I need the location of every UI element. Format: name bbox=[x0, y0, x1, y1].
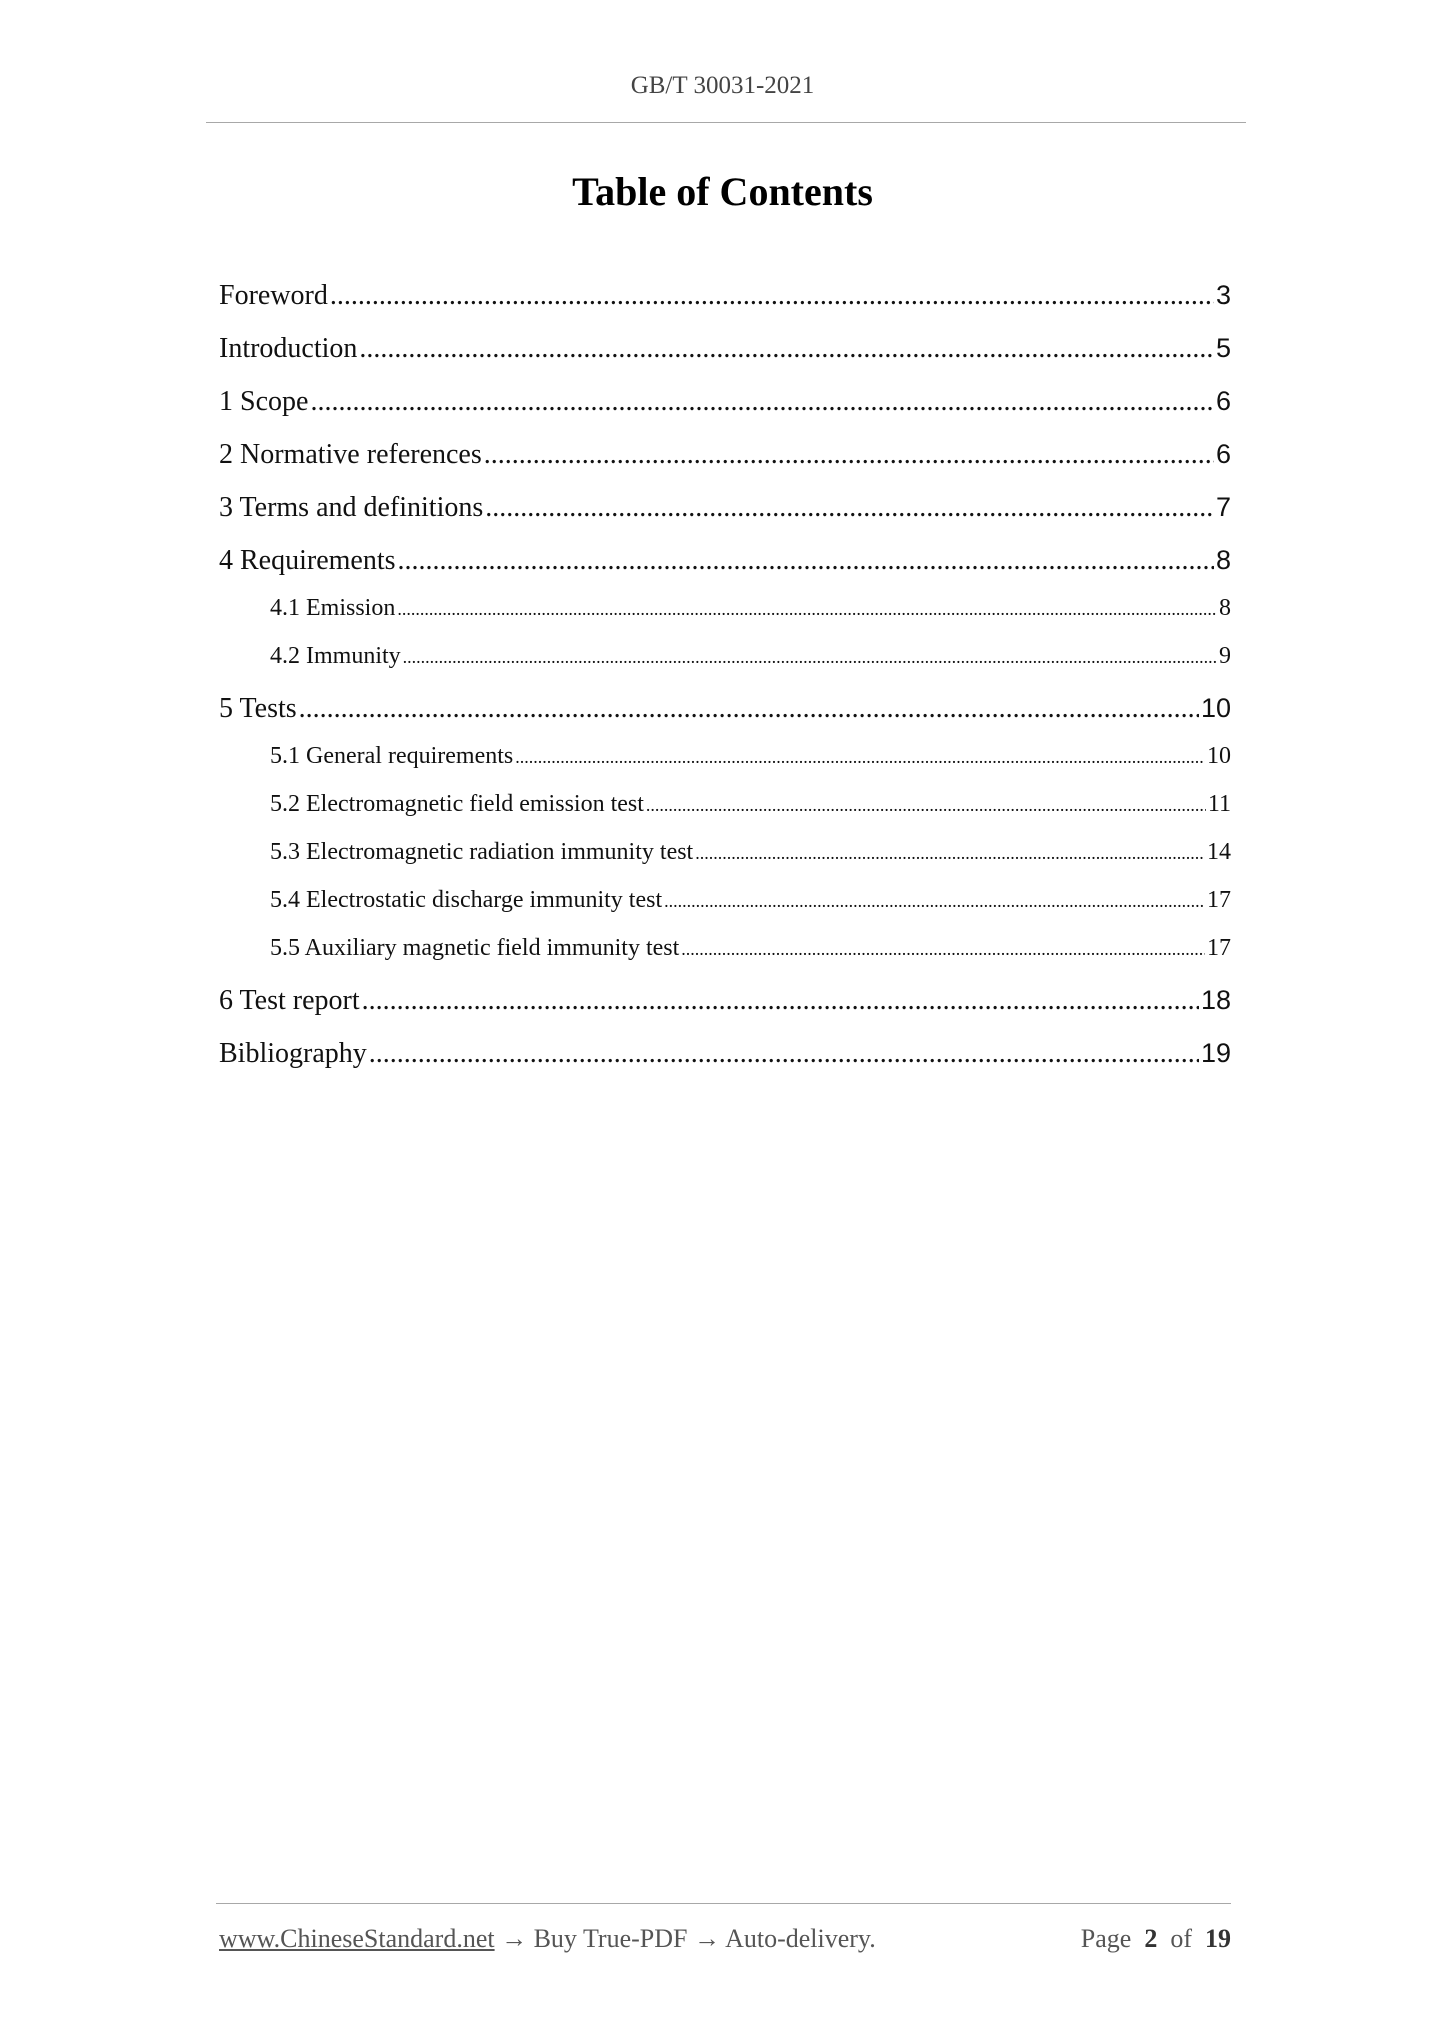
toc-entry-page: 14 bbox=[1207, 839, 1231, 865]
toc-entry-requirements[interactable] bbox=[219, 545, 1231, 577]
toc-dot-leader bbox=[646, 791, 1206, 818]
toc-entry-label: 2 Normative references bbox=[219, 439, 482, 470]
toc-entry-page: 10 bbox=[1200, 693, 1231, 723]
toc-entry-bibliography[interactable] bbox=[219, 1038, 1231, 1070]
of-word: of bbox=[1170, 1924, 1192, 1953]
toc-dot-leader bbox=[485, 492, 1214, 524]
toc-entry-page: 3 bbox=[1215, 280, 1231, 310]
header-divider bbox=[206, 122, 1246, 123]
toc-dot-leader bbox=[369, 1038, 1199, 1070]
toc-entry-foreword[interactable] bbox=[219, 280, 1231, 312]
site-link[interactable]: www.ChineseStandard.net bbox=[219, 1924, 495, 1953]
toc-entry-electrostatic-discharge-immunity-test[interactable] bbox=[270, 887, 1231, 914]
toc-entry-label: 5.2 Electromagnetic field emission test bbox=[270, 791, 644, 817]
toc-entry-page: 11 bbox=[1207, 791, 1231, 817]
toc-entry-scope[interactable] bbox=[219, 386, 1231, 418]
toc-entry-label: 5.4 Electrostatic discharge immunity test bbox=[270, 887, 663, 913]
toc-entry-page: 18 bbox=[1200, 985, 1231, 1015]
toc-dot-leader bbox=[359, 333, 1214, 365]
arrow-right-icon: → bbox=[694, 1924, 720, 1953]
toc-entry-label: 1 Scope bbox=[219, 386, 309, 417]
toc-entry-immunity[interactable] bbox=[270, 643, 1231, 670]
toc-entry-label: 5.5 Auxiliary magnetic field immunity test bbox=[270, 935, 680, 961]
auto-delivery-text: Auto-delivery. bbox=[725, 1924, 876, 1953]
toc-entry-test-report[interactable] bbox=[219, 985, 1231, 1017]
arrow-right-icon: → bbox=[501, 1924, 528, 1953]
toc-entry-electromagnetic-field-emission-test[interactable] bbox=[270, 791, 1231, 818]
toc-entry-normative-references[interactable] bbox=[219, 439, 1231, 471]
toc-dot-leader bbox=[310, 386, 1214, 418]
footer-divider bbox=[216, 1903, 1231, 1904]
toc-entry-label: 4.2 Immunity bbox=[270, 643, 401, 669]
current-page-number: 2 bbox=[1144, 1924, 1158, 1953]
toc-entry-page: 6 bbox=[1215, 386, 1231, 416]
toc-dot-leader bbox=[695, 839, 1205, 866]
toc-entry-general-requirements[interactable] bbox=[270, 743, 1231, 770]
toc-entry-label: 3 Terms and definitions bbox=[219, 492, 484, 523]
toc-dot-leader bbox=[681, 935, 1205, 962]
buy-true-pdf-text: Buy True-PDF bbox=[533, 1924, 688, 1953]
toc-entry-label: 5.1 General requirements bbox=[270, 743, 514, 769]
toc-entry-label: 4 Requirements bbox=[219, 545, 396, 576]
toc-entry-page: 10 bbox=[1207, 743, 1231, 769]
page-word: Page bbox=[1080, 1924, 1132, 1953]
toc-entry-page: 6 bbox=[1215, 439, 1231, 469]
toc-entry-label: Bibliography bbox=[219, 1038, 367, 1069]
toc-dot-leader bbox=[299, 693, 1199, 725]
toc-entry-label: 6 Test report bbox=[219, 985, 360, 1016]
toc-dot-leader bbox=[398, 545, 1214, 577]
toc-entry-page: 8 bbox=[1215, 545, 1231, 575]
toc-entry-page: 5 bbox=[1215, 333, 1231, 363]
toc-dot-leader bbox=[484, 439, 1214, 471]
toc-entry-auxiliary-magnetic-field-immunity-test[interactable] bbox=[270, 935, 1231, 962]
toc-entry-page: 7 bbox=[1215, 492, 1231, 522]
toc-dot-leader bbox=[664, 887, 1205, 914]
toc-title: Table of Contents bbox=[572, 169, 873, 214]
document-code-header: GB/T 30031-2021 bbox=[630, 72, 815, 99]
footer-promo bbox=[219, 1924, 876, 1954]
toc-dot-leader bbox=[330, 280, 1214, 312]
toc-dot-leader bbox=[362, 985, 1199, 1017]
toc-entry-emission[interactable] bbox=[270, 595, 1231, 622]
toc-entry-page: 8 bbox=[1219, 595, 1231, 621]
toc-entry-label: 5 Tests bbox=[219, 693, 297, 724]
toc-entry-page: 9 bbox=[1219, 643, 1231, 669]
toc-entry-label: Foreword bbox=[219, 280, 328, 311]
toc-entry-page: 19 bbox=[1200, 1038, 1231, 1068]
toc-entry-terms-and-definitions[interactable] bbox=[219, 492, 1231, 524]
page-number bbox=[1081, 1924, 1231, 1954]
toc-entry-label: 5.3 Electromagnetic radiation immunity test bbox=[270, 839, 694, 865]
total-pages-number: 19 bbox=[1205, 1924, 1231, 1953]
toc-entry-label: 4.1 Emission bbox=[270, 595, 396, 621]
toc-dot-leader bbox=[397, 595, 1217, 622]
toc-entry-page: 17 bbox=[1207, 935, 1231, 961]
toc-entry-page: 17 bbox=[1207, 887, 1231, 913]
toc-entry-tests[interactable] bbox=[219, 693, 1231, 725]
toc-entry-introduction[interactable] bbox=[219, 333, 1231, 365]
toc-dot-leader bbox=[515, 743, 1205, 770]
toc-entry-electromagnetic-radiation-immunity-test[interactable] bbox=[270, 839, 1231, 866]
toc-entry-label: Introduction bbox=[219, 333, 358, 364]
toc-dot-leader bbox=[403, 643, 1217, 670]
